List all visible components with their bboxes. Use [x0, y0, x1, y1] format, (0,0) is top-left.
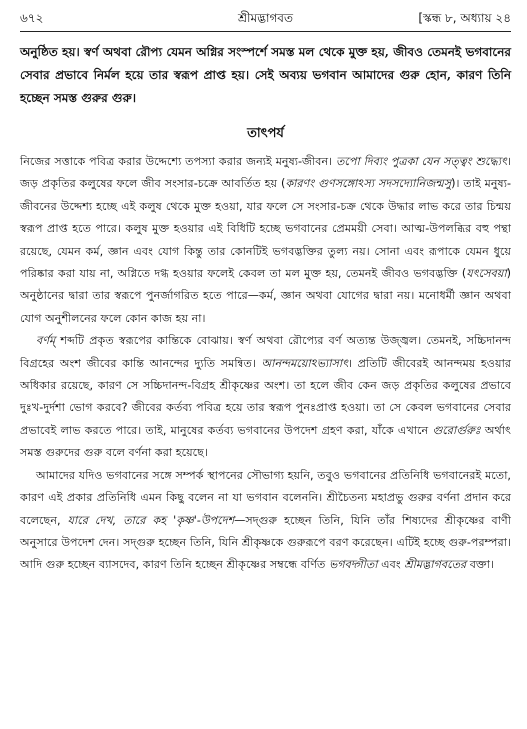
italic-quote: শ্রীমদ্ভাগবতের — [404, 558, 467, 572]
page-number: ৬৭২ — [20, 11, 44, 25]
purport-paragraph — [20, 151, 511, 330]
italic-quote: আনন্দময়োঽভ্যাসাৎ — [261, 356, 349, 370]
text-run: অর্থাৎ সমস্ত গুরুদের গুরু বলে বর্ণনা করা হয়েছে। — [20, 423, 511, 460]
italic-quote: বর্ণম্ — [36, 334, 56, 348]
text-run: । প্রতিটি জীবেরই আনন্দময় হওয়ার অধিকার রয়েছে, কারণ সে সচ্চিদানন্দ-বিগ্রহ শ্রীকৃষ্ণের অংশ। তা হলে জীব কেন জড় প্রকৃতির কলুষের প্রভাবে দুঃখ-দুর্দশা ভোগ করবে? জীবের কর্তব্য পবিত্র হয়ে তার স্বরূপ পুনঃপ্রাপ্ত হওয়া। তা সে কেবল ভগবানের সেবার প্রভাবেই লাভ করতে পারে। তাই, মানুষের কর্তব্য ভগবানের উপদেশ গ্রহণ করা, যাঁকে এখানে — [20, 356, 511, 437]
text-run: আমাদের যদিও ভগবানের সঙ্গে সম্পর্ক স্থাপনের সৌভাগ্য হয়নি, তবুও ভগবানের প্রতিনিধি ভগবানেরই মতো, কারণ এই প্রকার প্রতিনিধি এমন কিছু বলেন না যা ভগবান বলেননি। শ্রীচৈতন্য মহাপ্রভু গুরুর বর্ণনা প্রদান করে বলেছেন, — [20, 468, 511, 527]
purport-title: তাৎপর্য — [247, 126, 284, 141]
text-run: এবং — [377, 558, 405, 572]
italic-quote: যৎসেবয়া — [466, 267, 507, 281]
chapter-reference: [স্কন্ধ ৮, অধ্যায় ২৪ — [418, 11, 511, 25]
text-run: বক্তা। — [466, 558, 495, 572]
italic-quote: কারণং গুণসঙ্গোঽস্য সদসদ্যোনিজন্মসু — [285, 177, 452, 191]
italic-quote: ভগবদ্গীতা — [328, 558, 378, 572]
purport-body — [20, 151, 511, 577]
italic-quote: গুরোর্গুরুঃ — [432, 423, 481, 437]
page-header — [20, 8, 511, 28]
text-run: শব্দটি প্রকৃত স্বরূপের কান্তিকে বোঝায়। স্বর্ণ অথবা রৌপ্যের বর্ণ অত্যন্ত উজ্জ্বল। তেমনই, সচ্চিদানন্দ বিগ্রহের অংশ জীবের কান্তি আনন্দের দ্যুতি সমন্বিত। — [20, 334, 511, 370]
italic-quote: যারে দেখ, তারে কহ 'কৃষ্ণ'-উপদেশ — [67, 513, 235, 527]
text-run: নিজের সত্তাকে পবিত্র করার উদ্দেশ্যে তপস্যা করার জন্যই মনুষ্য-জীবন। — [20, 155, 336, 168]
translation-text: অনুষ্ঠিত হয়। স্বর্ণ অথবা রৌপ্য যেমন অগ্নির সংস্পর্শে সমস্ত মল থেকে মুক্ত হয়, জীবও তেমনই ভগবানের সেবার প্রভাবে নির্মল হয়ে তার স্বরূপ প্রাপ্ত হয়। সেই অব্যয় ভগবান আমাদের গুরু হোন, কারণ তিনি হচ্ছেন সমস্ত গুরুর গুরু। — [20, 45, 511, 105]
purport-paragraph — [20, 465, 511, 577]
italic-quote: তপো দিব্যং পুত্রকা যেন সত্ত্বং শুদ্ধ্যেৎ — [336, 155, 507, 168]
purport-paragraph — [20, 330, 511, 464]
text-run: ) অনুষ্ঠানের দ্বারা তার স্বরূপে পুনর্জাগরিত হতে পারে—কর্ম, জ্ঞান অথবা যোগের দ্বারা নয়। মনোধর্মী জ্ঞান অথবা যোগ অনুশীলনের ফলে কোন কাজ হয় না। — [20, 267, 511, 325]
text-run: —সদ্গুরু হচ্ছেন তিনি, যিনি তাঁর শিষ্যদের শ্রীকৃষ্ণের বাণী অনুসারে উপদেশ দেন। সদ্গুরু হচ্ছেন তিনি, যিনি শ্রীকৃষ্ণকে গুরুরূপে বরণ করেছেন। এটিই হচ্ছে গুরু-পরম্পরা। আদি গুরু হচ্ছেন ব্যাসদেব, কারণ তিনি হচ্ছেন শ্রীকৃষ্ণের সম্বন্ধে বর্ণিত — [20, 513, 511, 572]
text-run: )। তাই মনুষ্য-জীবনের উদ্দেশ্য হচ্ছে এই কলুষ থেকে মুক্ত হওয়া, যার ফলে সে সংসার-চক্র থেকে উদ্ধার লাভ করে তার চিন্ময় স্বরূপ প্রাপ্ত হতে পারে। কলুষ মুক্ত হওয়ার এই বিধিটি হচ্ছে ভগবানের প্রেমময়ী সেবা। আত্ম-উপলব্ধির বহু পন্থা রয়েছে, যেমন কর্ম, জ্ঞান এবং যোগ কিন্তু তার কোনটিই ভগবদ্ভক্তির তুল্য নয়। সোনা এবং রূপাকে যেমন ধুয়ে পরিষ্কার করা যায় না, অগ্নিতে দগ্ধ হওয়ার ফলেই কেবল তা মল মুক্ত হয়, তেমনই জীবও ভগবদ্ভক্তি ( — [20, 177, 511, 281]
text-run: । জড় প্রকৃতির কলুষের ফলে জীব সংসার-চক্রে আবর্তিত হয় ( — [20, 155, 511, 191]
header-divider — [20, 31, 511, 32]
book-title: শ্রীমদ্ভাগবত — [237, 11, 293, 25]
